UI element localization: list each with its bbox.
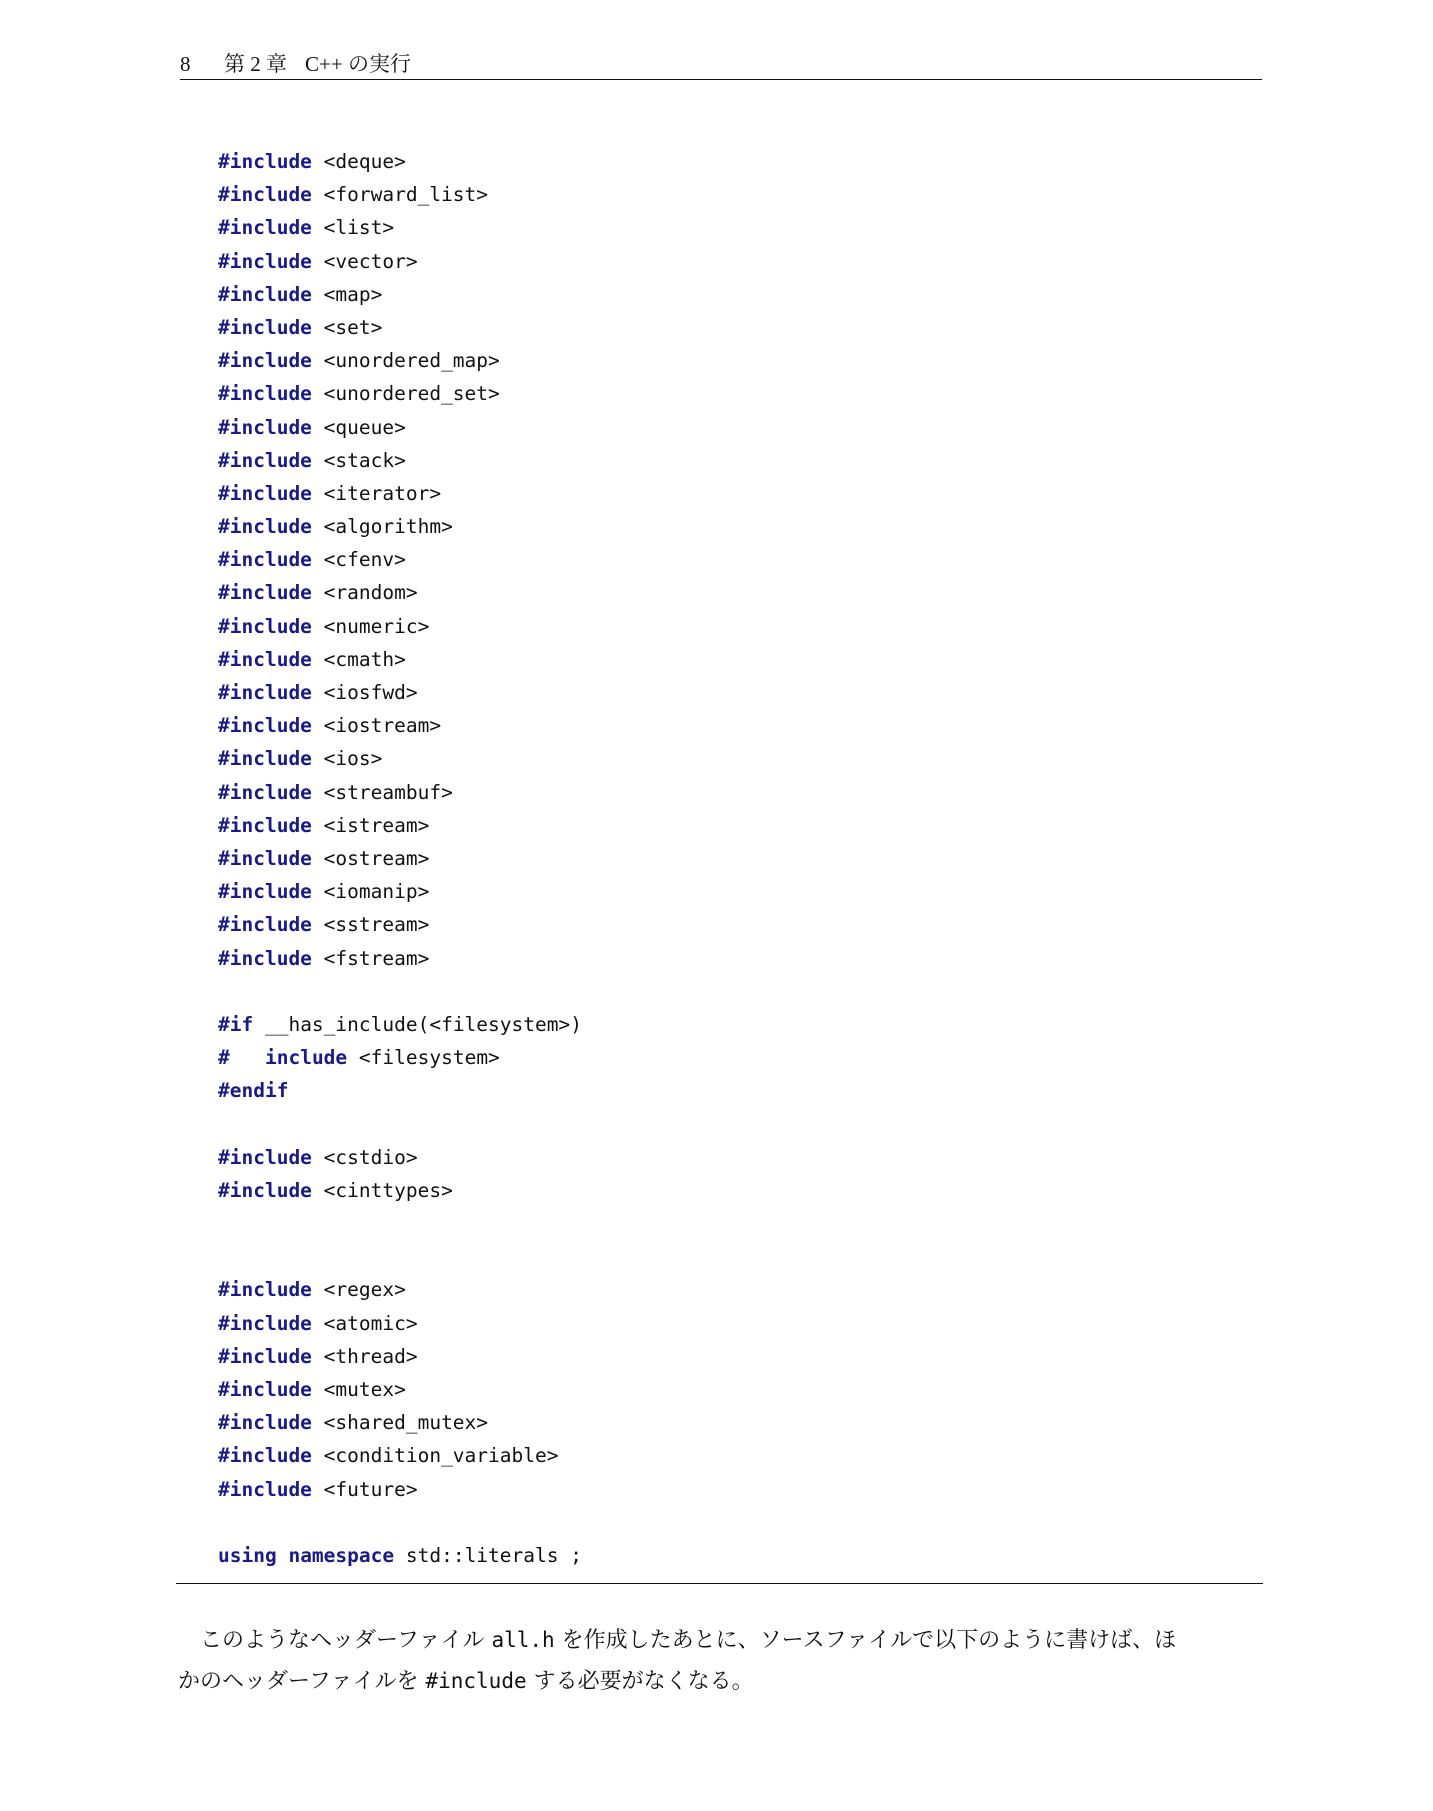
code-line-include <box>218 942 582 975</box>
include-directive: #include <box>218 349 312 373</box>
if-directive: #if <box>218 1012 254 1036</box>
code-line-include <box>218 1473 582 1506</box>
include-group-c-headers <box>218 1141 582 1207</box>
endif-directive: #endif <box>218 1079 289 1103</box>
header-name: <unordered_map> <box>323 349 500 373</box>
code-line-include <box>218 709 582 742</box>
code-line-if <box>218 1008 582 1041</box>
paragraph-text: このようなヘッダーファイル <box>200 1628 492 1653</box>
header-name: <unordered_set> <box>323 382 500 406</box>
header-name: <map> <box>323 282 383 306</box>
paragraph-line-1 <box>178 1620 1264 1661</box>
include-directive: #include <box>218 614 312 638</box>
header-name: <iterator> <box>323 481 442 505</box>
include-directive: #include <box>218 216 312 240</box>
header-name: <iostream> <box>323 714 442 738</box>
header-name: <condition_variable> <box>323 1444 559 1468</box>
running-head <box>180 52 1260 76</box>
include-directive: #include <box>218 747 312 771</box>
chapter-label: 第 2 章 <box>224 52 287 76</box>
header-name: <forward_list> <box>323 183 489 207</box>
header-name: <mutex> <box>323 1377 406 1401</box>
include-directive: #include <box>218 1311 312 1335</box>
include-directive: #include <box>218 249 312 273</box>
include-directive: #include <box>218 714 312 738</box>
filesystem-header: <filesystem> <box>358 1046 500 1070</box>
include-directive: #include <box>218 846 312 870</box>
header-name: <vector> <box>323 249 418 273</box>
header-name: <iosfwd> <box>323 681 418 704</box>
header-name: <streambuf> <box>323 780 453 804</box>
code-line-include <box>218 842 582 875</box>
code-line-include <box>218 444 582 477</box>
header-name: <algorithm> <box>323 515 453 539</box>
code-line-include <box>218 1406 582 1439</box>
include-group-threading <box>218 1273 582 1505</box>
include-directive: #include <box>218 315 312 339</box>
include-directive: #include <box>218 1411 312 1435</box>
include-directive: #include <box>218 515 312 539</box>
code-line-include <box>218 1141 582 1174</box>
header-name: <cstdio> <box>323 1145 418 1169</box>
include-directive: #include <box>218 913 312 937</box>
include-directive: #include <box>218 150 312 173</box>
header-name: <ostream> <box>323 846 430 870</box>
include-directive: #include <box>218 448 312 472</box>
include-directive: #include <box>218 481 312 505</box>
code-line-include <box>218 809 582 842</box>
code-line-include <box>218 776 582 809</box>
listing-bottom-rule <box>176 1583 1263 1584</box>
blank-line <box>218 975 582 1008</box>
blank-lines <box>218 1207 582 1273</box>
include-directive: #include <box>218 415 312 439</box>
paragraph-text: かのヘッダーファイルを <box>178 1669 426 1694</box>
code-line-include <box>218 245 582 278</box>
code-line-include-filesystem <box>218 1041 582 1074</box>
inline-code-filename: all.h <box>491 1628 555 1652</box>
using-target: std::literals ; <box>394 1543 582 1567</box>
include-directive: #include <box>218 647 312 671</box>
include-directive: #include <box>218 813 312 837</box>
header-name: <shared_mutex> <box>323 1411 489 1435</box>
include-directive: #include <box>218 1377 312 1401</box>
header-name: <iomanip> <box>323 880 430 904</box>
paragraph-text: を作成したあとに、ソースファイルで以下のように書けば、ほ <box>554 1628 1177 1653</box>
header-name: <cmath> <box>323 647 406 671</box>
code-line-include <box>218 676 582 709</box>
code-line-include <box>218 311 582 344</box>
header-name: <atomic> <box>323 1311 418 1335</box>
code-line-include <box>218 1340 582 1373</box>
code-line-include <box>218 477 582 510</box>
using-keyword: using <box>218 1543 277 1567</box>
include-directive: #include <box>218 548 312 572</box>
header-name: <queue> <box>323 415 406 439</box>
code-line-include <box>218 145 582 178</box>
include-directive: #include <box>218 282 312 306</box>
code-line-include <box>218 908 582 941</box>
code-line-include <box>218 1273 582 1306</box>
paragraph-text: する必要がなくなる。 <box>526 1669 754 1694</box>
include-directive: #include <box>218 1145 312 1169</box>
blank-line <box>218 1107 582 1140</box>
inline-code-directive: #include <box>425 1669 527 1693</box>
header-name: <cinttypes> <box>323 1178 453 1202</box>
include-directive: #include <box>218 946 312 970</box>
header-name: <thread> <box>323 1344 418 1368</box>
hash-symbol: # <box>218 1046 230 1070</box>
code-line-include <box>218 211 582 244</box>
include-directive: #include <box>218 382 312 406</box>
header-name: <stack> <box>323 448 406 472</box>
include-directive: #include <box>218 681 312 704</box>
chapter-title: C++ の実行 <box>305 52 411 76</box>
code-line-include <box>218 576 582 609</box>
code-line-using <box>218 1539 582 1572</box>
include-directive: #include <box>218 1178 312 1202</box>
code-line-include <box>218 411 582 444</box>
code-line-include <box>218 1307 582 1340</box>
code-line-include <box>218 1373 582 1406</box>
namespace-keyword: namespace <box>288 1543 395 1567</box>
header-rule <box>180 79 1262 80</box>
code-line-endif <box>218 1074 582 1107</box>
header-name: <numeric> <box>323 614 430 638</box>
include-keyword: include <box>264 1046 348 1070</box>
code-line-include <box>218 278 582 311</box>
code-line-include <box>218 610 582 643</box>
include-directive: #include <box>218 880 312 904</box>
blank-line <box>218 1506 582 1539</box>
code-line-include <box>218 643 582 676</box>
header-name: <fstream> <box>323 946 430 970</box>
include-directive: #include <box>218 1477 312 1501</box>
include-directive: #include <box>218 1444 312 1468</box>
header-name: <ios> <box>323 747 383 771</box>
code-listing <box>218 145 582 1572</box>
header-name: <set> <box>323 315 383 339</box>
include-group-containers-io <box>218 145 582 975</box>
body-paragraph <box>178 1620 1264 1702</box>
code-line-include <box>218 1439 582 1472</box>
code-line-include <box>218 344 582 377</box>
code-line-include <box>218 875 582 908</box>
include-directive: #include <box>218 183 312 207</box>
code-line-include <box>218 178 582 211</box>
include-directive: #include <box>218 581 312 605</box>
header-name: <regex> <box>323 1278 406 1302</box>
code-line-include <box>218 510 582 543</box>
code-line-include <box>218 742 582 775</box>
header-name: <cfenv> <box>323 548 406 572</box>
header-name: <random> <box>323 581 418 605</box>
include-directive: #include <box>218 780 312 804</box>
header-name: <deque> <box>323 150 406 173</box>
code-line-include <box>218 543 582 576</box>
header-name: <list> <box>323 216 395 240</box>
page-number: 8 <box>180 52 191 76</box>
include-directive: #include <box>218 1278 312 1302</box>
if-condition: __has_include(<filesystem>) <box>253 1012 582 1036</box>
include-directive: #include <box>218 1344 312 1368</box>
paragraph-line-2 <box>178 1661 1264 1702</box>
header-name: <sstream> <box>323 913 430 937</box>
header-name: <istream> <box>323 813 430 837</box>
code-line-include <box>218 377 582 410</box>
header-name: <future> <box>323 1477 418 1501</box>
code-line-include <box>218 1174 582 1207</box>
